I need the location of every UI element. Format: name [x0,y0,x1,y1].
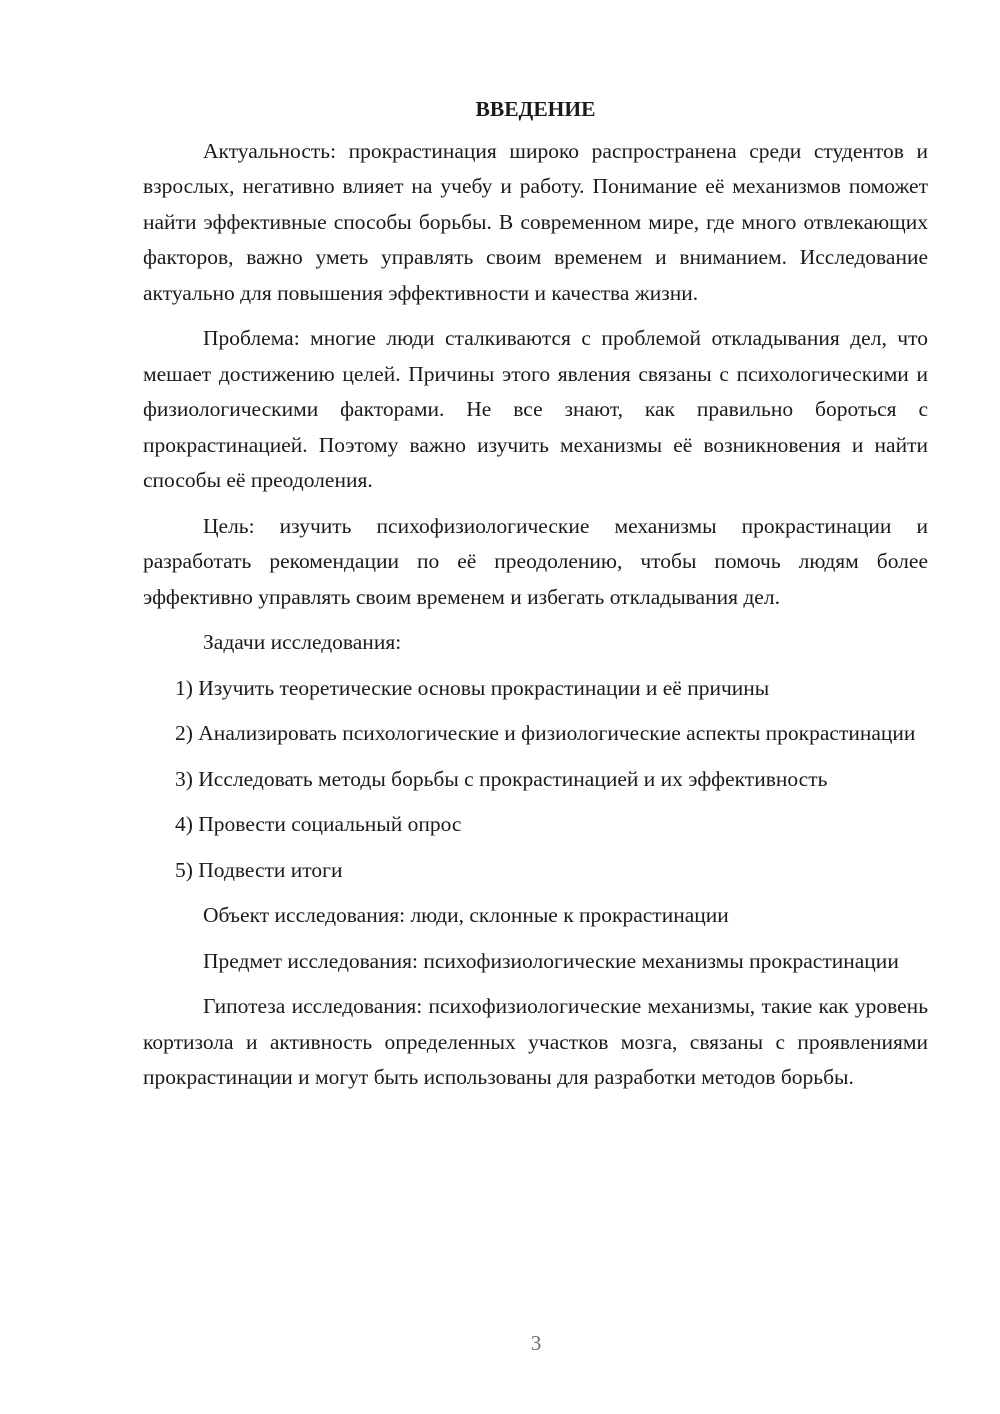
task-item-4: 4) Провести социальный опрос [175,812,462,836]
paragraph-hypothesis: Гипотеза исследования: психофизиологические механизмы, такие как уровень кортизола и активность определенных участков мозга, связаны с проявлениями прокрастинации и могут быть использованы для разработки методов борьбы. [143,994,928,1089]
paragraph-problem: Проблема: многие люди сталкиваются с проблемой откладывания дел, что мешает достижению целей. Причины этого явления связаны с психологическими и физиологическими факторами. Не все знают, как правильно бороться с прокрастинацией. Поэтому важно изучить механизмы её возникновения и найти способы её преодоления. [143,326,928,492]
task-item-1: 1) Изучить теоретические основы прокрастинации и её причины [175,675,770,700]
task-item-3: 3) Исследовать методы борьбы с прокрастинацией и их эффективность [175,766,828,791]
paragraph-relevance: Актуальность: прокрастинация широко распространена среди студентов и взрослых, негативно влияет на учебу и работу. Понимание её механизмов поможет найти эффективные способы борьбы. В современном мире, где много отвлекающих факторов, важно уметь управлять своим временем и вниманием. Исследование актуально для повышения эффективности и качества жизни. [143,138,928,305]
task-item-5: 5) Подвести итоги [175,857,343,882]
section-title: ВВЕДЕНИЕ [475,97,596,121]
paragraph-object: Объект исследования: люди, склонные к прокрастинации [203,903,729,927]
paragraph-goal: Цель: изучить психофизиологические механизмы прокрастинации и разработать рекомендации по её преодолению, чтобы помочь людям более эффективно управлять своим временем и избегать откладывания дел. [143,513,928,609]
document-page [143,92,928,1106]
page-number: 3 [530,1331,542,1355]
paragraph-subject: Предмет исследования: психофизиологические механизмы прокрастинации [203,948,899,973]
task-item-2: 2) Анализировать психологические и физиологические аспекты прокрастинации [175,721,916,745]
tasks-heading: Задачи исследования: [203,630,402,654]
